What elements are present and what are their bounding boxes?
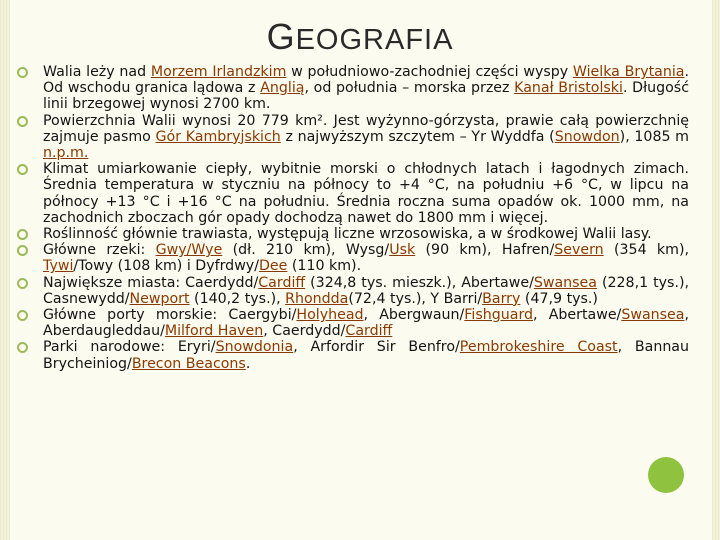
bullet-list [17,64,689,372]
link-tywi[interactable]: Tywi [43,258,74,275]
title-initial: G [266,16,296,57]
link-severn[interactable]: Severn [554,242,604,259]
link-wye[interactable]: Gwy/Wye [155,242,223,259]
list-item: Powierzchnia Walii wynosi 20 779 km². Jest wyżynno-górzysta, prawie całą powierzchnię zajmuje pasmo Gór Kambryjskich z najwyższym szczytem – Yr Wyddfa (Snowdon), 1085 m n.p.m. [17,113,689,162]
link-gory-kambryjskie[interactable]: Gór Kambryjskich [155,128,281,145]
bullet-ring-icon [17,245,28,256]
link-pembrokeshire-coast[interactable]: Pembrokeshire Coast [459,339,618,356]
bullet-ring-icon [17,342,28,353]
link-npm[interactable]: n.p.m. [43,145,89,162]
link-cardiff-port[interactable]: Cardiff [345,323,393,340]
bullet-ring-icon [17,67,28,78]
list-item: Główne rzeki: Gwy/Wye (dł. 210 km), Wysg/Usk (90 km), Hafren/Severn (354 km), Tywi/Towy (108 km) i Dyfrdwy/Dee (110 km). [17,242,689,274]
link-snowdonia[interactable]: Snowdonia [215,339,294,356]
link-cardiff[interactable]: Cardiff [258,274,306,291]
link-morze-irlandzkie[interactable]: Morzem Irlandzkim [150,64,287,80]
link-kanal-bristolski[interactable]: Kanał Bristolski [514,80,623,97]
link-barry[interactable]: Barry [482,290,521,307]
list-item: Główne porty morskie: Caergybi/Holyhead, Abergwaun/Fishguard, Abertawe/Swansea, Aberdaugleddau/Milford Haven, Caerdydd/Cardiff [17,307,689,339]
decorative-green-dot [648,457,684,493]
link-dee[interactable]: Dee [258,258,288,275]
link-fishguard[interactable]: Fishguard [464,307,534,324]
list-item: Klimat umiarkowanie ciepły, wybitnie morski o chłodnych latach i łagodnych zimach. Średnia temperatura w styczniu na północy to +4 °C, na południu +6 °C, w lipcu na północy +13 °C i +16 °C na południu. Średnia roczna suma opadów ok. 1000 mm, na zachodnich zboczach gór opady dochodzą nawet do 1800 mm i więcej. [17,161,689,226]
list-item: Parki narodowe: Eryri/Snowdonia, Arfordir Sir Benfro/Pembrokeshire Coast, Bannau Brycheiniog/Brecon Beacons. [17,339,689,371]
link-milford-haven[interactable]: Milford Haven [164,323,264,340]
link-swansea-port[interactable]: Swansea [621,307,685,324]
list-item: Walia leży nad Morzem Irlandzkim w południowo-zachodniej części wyspy Wielka Brytania. Od wschodu granica lądowa z Anglią, od południa – morska przez Kanał Bristolski. Długość linii brzegowej wynosi 2700 km. [17,64,689,113]
right-decorative-stripe [712,0,720,540]
left-decorative-stripe [0,0,10,540]
list-item: Największe miasta: Caerdydd/Cardiff (324,8 tys. mieszk.), Abertawe/Swansea (228,1 tys.), Casnewydd/Newport (140,2 tys.), Rhondda(72,4 tys.), Y Barri/Barry (47,9 tys.) [17,275,689,307]
link-anglia[interactable]: Anglią [260,80,305,97]
bullet-ring-icon [17,310,28,321]
bullet-ring-icon [17,229,28,240]
link-snowdon[interactable]: Snowdon [554,128,620,145]
link-holyhead[interactable]: Holyhead [296,307,364,324]
link-newport[interactable]: Newport [129,290,190,307]
bullet-ring-icon [17,278,28,289]
list-item: Roślinność głównie trawiasta, występują liczne wrzosowiska, a w środkowej Walii lasy. [17,226,689,242]
slide-title [0,16,720,58]
link-rhondda[interactable]: Rhondda [285,290,349,307]
bullet-ring-icon [17,164,28,175]
bullet-ring-icon [17,116,28,127]
link-swansea[interactable]: Swansea [533,274,597,291]
title-rest: EOGRAFIA [295,24,454,56]
link-usk[interactable]: Usk [389,242,416,259]
link-wielka-brytania[interactable]: Wielka Brytania [572,64,685,80]
link-brecon-beacons[interactable]: Brecon Beacons [131,355,246,372]
